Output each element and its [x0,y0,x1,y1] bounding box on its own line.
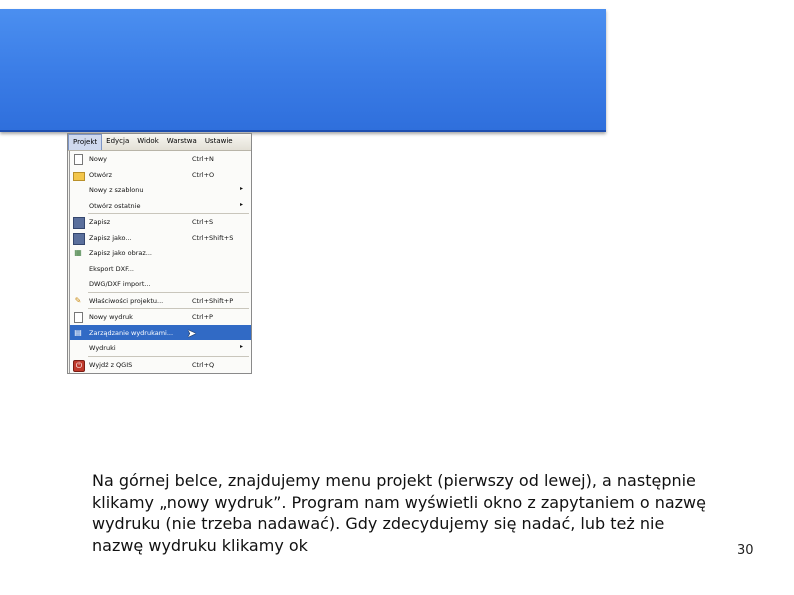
submenu-arrow-icon: ▸ [240,343,244,350]
exit-icon: ⏻ [73,360,85,372]
menu-item-nowy[interactable]: Nowy Ctrl+N [70,151,251,167]
projekt-dropdown [69,151,251,373]
properties-icon: ✎ [74,295,82,305]
save-icon [73,217,85,229]
menu-warstwa[interactable]: Warstwa [166,137,197,145]
menu-bar [68,134,251,151]
save-as-icon [73,233,85,245]
menu-item-dwg-dxf-import[interactable]: DWG/DXF import... [89,280,151,288]
menu-item-zapisz-jako-obraz[interactable]: ▦ Zapisz jako obraz... [74,248,152,257]
menu-item-zapisz-jako[interactable]: Zapisz jako... Ctrl+Shift+S [70,230,251,246]
submenu-arrow-icon: ▸ [240,185,244,192]
menu-ustawienia[interactable]: Ustawie [204,137,233,145]
menu-item-nowy-z-szablonu[interactable]: Nowy z szablonu ▸ [89,185,244,194]
submenu-arrow-icon: ▸ [240,200,244,208]
print-manager-icon: ▤ [74,327,82,337]
save-image-icon: ▦ [74,248,82,257]
menu-edycja[interactable]: Edycja [106,137,130,145]
menu-item-nowy-wydruk[interactable]: Nowy wydruk Ctrl+P [70,309,251,325]
menu-item-zapisz[interactable]: Zapisz Ctrl+S [70,214,251,230]
page-number: 30 [737,543,754,558]
menu-item-otworz[interactable]: Otwórz Ctrl+O [70,167,251,183]
mouse-cursor-icon: ➤ [187,327,197,340]
folder-icon [73,172,85,181]
new-document-icon [74,154,83,165]
slide-caption: Na górnej belce, znajdujemy menu projekt (pierwszy od lewej), a następnie klikamy „nowy wydruk”. Program nam wyświetli okno z zapytaniem o nazwę wydruku (nie trzeba nadawać). Gdy zdecydujemy się nadać, lub też nie nazwę wydruku klikamy ok [92,471,706,555]
menu-screenshot [67,133,252,374]
title-banner [0,9,606,132]
menu-widok[interactable]: Widok [137,137,159,145]
menu-item-wyjdz[interactable]: ⏻ Wyjdź z QGIS Ctrl+Q [70,357,251,373]
menu-item-wydruki[interactable]: Wydruki ▸ [89,343,244,352]
menu-item-eksport-dxf[interactable]: Eksport DXF... [89,264,134,273]
menu-item-wlasciwosci-projektu[interactable]: ✎ Właściwości projektu... Ctrl+Shift+P [74,295,234,305]
menu-item-otworz-ostatnie[interactable]: Otwórz ostatnie ▸ [89,200,244,210]
menu-item-zarzadzanie-wydrukami[interactable]: ▤ Zarządzanie wydrukami... [70,325,251,341]
menu-projekt[interactable]: Projekt [68,134,102,150]
new-print-icon [74,312,83,323]
